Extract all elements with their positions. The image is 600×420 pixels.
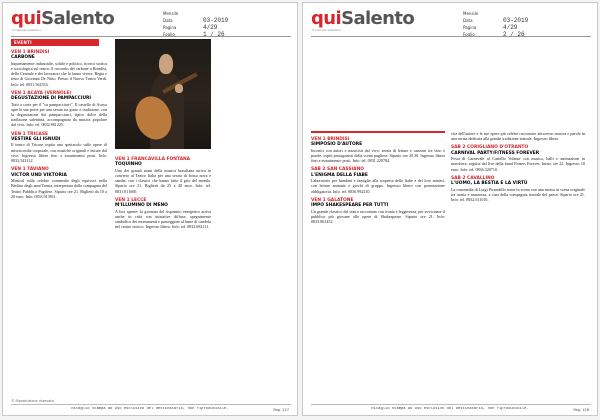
event-date-place: VEN 1 FRANCAVILLA FONTANA [115, 157, 191, 162]
publication-logo: quiSalento [311, 8, 415, 29]
event-description: Inquietamente industriale, solido e politico, ricerca storica e sociologica sul teatro: il racconto del carbone a Brindisi, della Centrale e dei lavoratori che la fanno vivere. Regia e testo di Giovanni De Nitto. Presso il Nuovo Teatro Verdi. Info: tel. 0831.562554. [11, 60, 107, 87]
event-entry [451, 131, 585, 141]
event-title: M'ILLUMINO DI MENO [115, 203, 168, 209]
footer-rule [11, 404, 291, 405]
event-entry [11, 167, 107, 199]
event-entry [11, 132, 107, 164]
musician-photo [115, 39, 211, 149]
clipping-meta: Mensile Data 03-2019 Pagina 4/29 Foglio 1 / 26 [163, 11, 229, 38]
event-description: La commedia di Luigi Pirandello torna in scena con una messa in scena originale tra ironia e amarezza, a cura della compagnia teatrale del paese. Sipario ore 21. Info: tel. 0832.611016. [451, 186, 585, 203]
event-entry [451, 176, 585, 202]
event-description: vita dell'autore e le sue opere più celebri raccontate attraverso musica e parole in una serata dedicata alla grande tradizione teatrale. Ingresso libero. [451, 131, 585, 142]
page-number: Pag. 127 [273, 408, 289, 412]
event-title: SIMPOSIO D'AUTORE [311, 142, 363, 148]
section-label: EVENTI [11, 39, 99, 46]
event-description: A luci spente: la giornata del risparmio energetico arriva anche in città con iniziative diffuse, spegnimento simbolico dei monumenti e passeggiate al lume di candela nel centro storico. Ingresso libero. Info: tel. 0832.682111. [115, 208, 211, 230]
event-list [311, 137, 445, 224]
event-title: TOQUINHO [115, 162, 142, 168]
header-rule [11, 36, 291, 37]
event-date-place: VEN 1 TRICASE [11, 131, 48, 137]
event-description: Incontri con autori e musicisti dal vivo: serata di letture e canzoni tra vino e parole, ospiti protagonisti della scena pugliese. Sipario ore 20.30. Ingresso libero fino a esaurimento posti. Info: tel. 0831.229784. [311, 147, 445, 164]
reprint-notice: Ritaglio stampa ad uso esclusivo del destinatario, non riproducibile. [371, 407, 529, 411]
event-date-place: VEN 1 TAVIANO [11, 167, 49, 173]
newspaper-page-left [2, 2, 298, 416]
masthead [11, 8, 291, 38]
event-list [115, 157, 211, 229]
event-description: Musical sulla celebre commedia degli equivoci nella Berlino degli anni Trenta, interpretata dalla compagnia del Teatro Pubblico Pugliese. Sipario ore 21. Biglietti da 10 a 20 euro. Info: 0833.913911. [11, 178, 107, 199]
date-value: 03-2019 [503, 17, 529, 24]
event-description: Tutti a corte per il "su pampacciurri". Il castello di Acaya apre le sue porte per una serata tra gusto e tradizione, con la degustazione dei pampacciurri, tipico dolce della tradizione salentina, accompagnata da musica popolare dal vivo. Info: tel. 0832.861225. [11, 101, 107, 128]
page-value: 4/29 [503, 24, 518, 31]
event-title: DEGUSTAZIONE DI PAMPACCIURI [11, 96, 92, 102]
event-title: CARNIVAL PARTY/FITNESS FOREVER [451, 150, 540, 156]
event-entry [311, 167, 445, 193]
event-date-place: VEN 1 ACAYA (VERNOLE) [11, 90, 72, 96]
event-title: VESTIRE GLI IGNUDI [11, 137, 61, 143]
publication-logo: quiSalento [11, 8, 115, 29]
sheet-value: 2 / 26 [503, 31, 525, 38]
reprint-notice: Ritaglio stampa ad uso esclusivo del destinatario, non riproducibile. [71, 407, 229, 411]
page-number: Pag. 128 [573, 408, 589, 412]
article-area [11, 39, 291, 395]
event-description: Un grande classico del teatro raccontato con ironia e leggerezza, per avvicinare il pubblico più giovane alle opere di Shakespeare. Sipario ore 21. Info: 0833.861452. [311, 208, 445, 225]
event-description: Laboratorio per bambini e famiglie alla scoperta delle fiabe e dei loro misteri, con letture animate e giochi di gruppo. Ingresso libero con prenotazione obbligatoria. Info: tel. 0836.992210. [311, 178, 445, 194]
event-date-place: SAB 2 SAN CASSIANO [311, 167, 364, 173]
date-value: 03-2019 [203, 17, 229, 24]
right-column-1 [311, 131, 445, 224]
event-entry [11, 91, 107, 128]
event-entry [311, 198, 445, 224]
copyright-note: © Riproduzione riservata [11, 399, 54, 403]
right-column-2 [451, 131, 585, 202]
event-date-place: VEN 1 GALATONE [311, 197, 354, 203]
event-entry [311, 137, 445, 163]
masthead [311, 8, 591, 38]
event-description: Uno dei grandi nomi della musica brasiliana arriva in concerto al Teatro Italia per una serata di bossa nova e samba, con i classici che hanno fatto il giro del mondo. Sipario ore 21. Biglietti da 25 a 40 euro. Info: tel. 0831.811600. [115, 167, 211, 194]
header-rule [311, 36, 591, 37]
event-date-place: SAB 2 CAVALLINO [451, 175, 495, 181]
logo-subtitle: Il mensile salentino [12, 28, 42, 32]
sheet-value: 1 / 26 [203, 31, 225, 38]
event-description: Festa di Carnevale al Castello Volante con musica, balli e animazione in maschera, seguita dal live della band Fitness Forever. Inizio ore 22. Ingresso 10 euro. Info: tel. 0836.320710. [451, 156, 585, 172]
event-title: L'UOMO, LA BESTIA E LA VIRTÙ [451, 181, 528, 187]
event-title: CARBONE [11, 55, 35, 61]
event-entry [11, 50, 107, 87]
event-title: VICTOR UND VIKTORIA [11, 172, 67, 178]
event-date-place: SAB 2 CORIGLIANO D'OTRANTO [451, 145, 529, 151]
article-area [311, 39, 591, 395]
left-column-2 [115, 153, 211, 229]
event-entry [115, 157, 211, 194]
event-date-place: VEN 1 BRINDISI [311, 137, 350, 142]
event-date-place: VEN 1 LECCE [115, 197, 147, 203]
event-title: IMPO SHAKESPEARE PER TUTTI [311, 203, 389, 209]
logo-subtitle: Il mensile salentino [312, 28, 342, 32]
event-list [451, 131, 585, 202]
event-description: Il teatro di Tricase ospita uno spettacolo sulle opere di misericordia corporale, con musiche originali e letture dal vivo. Ingresso libero fino a esaurimento posti. Info: 0833.543212. [11, 142, 107, 164]
event-date-place: VEN 1 BRINDISI [11, 50, 50, 55]
event-entry [451, 145, 585, 171]
event-entry [115, 198, 211, 230]
event-list [11, 50, 107, 199]
page-value: 4/29 [203, 24, 218, 31]
event-title: L'ENIGMA DELLA FIABE [311, 172, 368, 178]
left-column-1 [11, 39, 107, 199]
clipping-meta: Mensile Data 03-2019 Pagina 4/29 Foglio 2 / 26 [463, 11, 529, 38]
footer-rule [311, 404, 591, 405]
newspaper-page-right [302, 2, 598, 416]
